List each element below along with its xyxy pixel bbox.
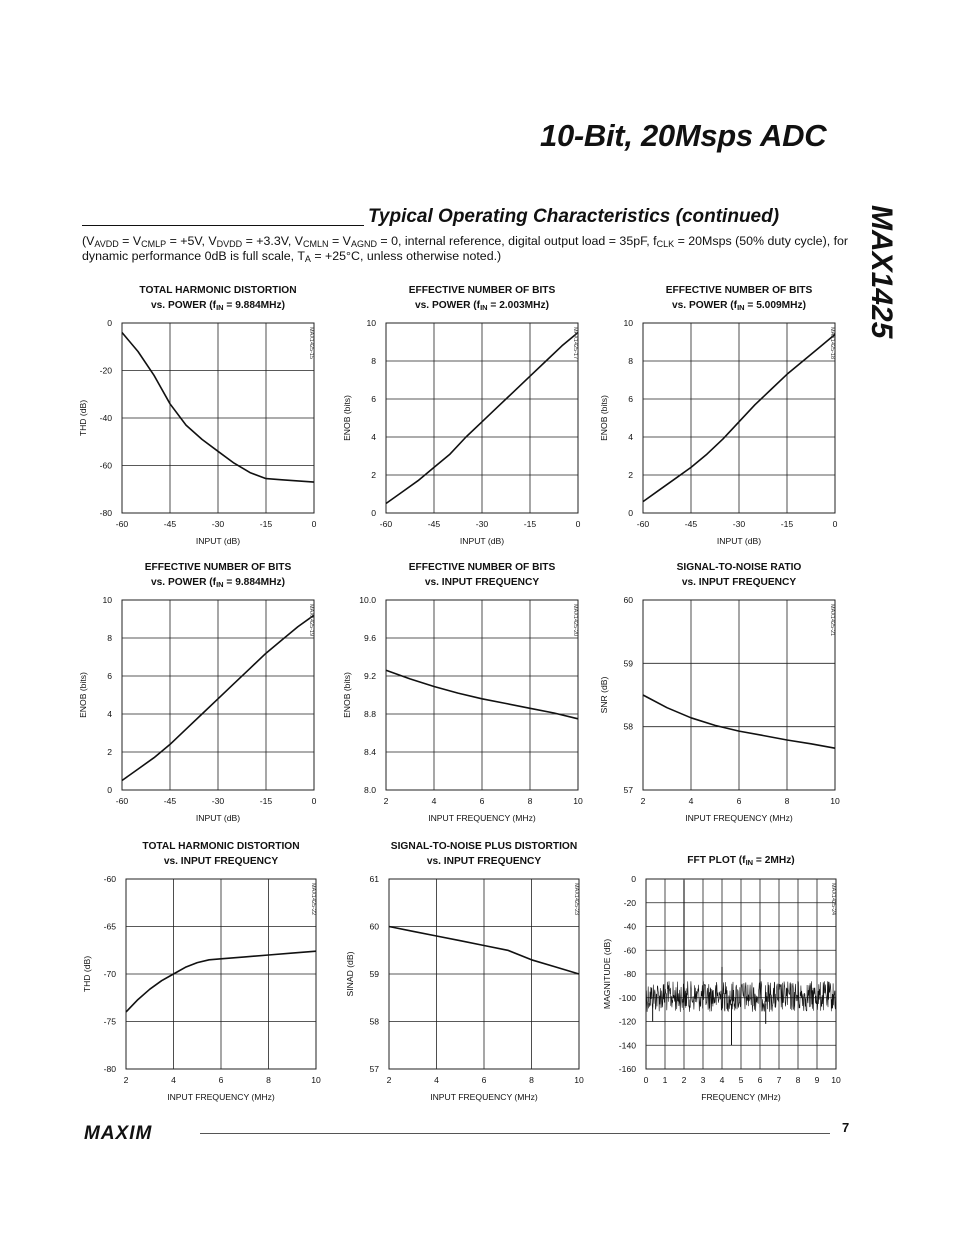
figure-code: MAX1425-22 [310, 883, 316, 916]
y-tick-label: -75 [103, 1016, 116, 1027]
page-number: 7 [842, 1120, 850, 1135]
y-tick-label: 6 [371, 394, 376, 404]
figure-code: MAX1425-24 [830, 883, 836, 916]
y-tick-label: 4 [107, 709, 112, 719]
y-tick-label: -20 [99, 365, 112, 376]
chart-title-subscript: IN [737, 303, 745, 312]
x-tick-label: 0 [643, 1075, 649, 1085]
figure-code: MAX1425-21 [829, 604, 835, 637]
x-tick-label: 10 [830, 796, 840, 806]
x-tick-label: -15 [523, 519, 537, 529]
chart-title-subscript: IN [216, 303, 224, 312]
x-axis-label: FREQUENCY (MHz) [701, 1092, 781, 1102]
y-tick-label: 4 [628, 432, 633, 442]
x-tick-label: 2 [386, 1075, 392, 1085]
x-tick-label: 3 [700, 1075, 706, 1085]
figure-code: MAX1425-15 [308, 327, 314, 360]
y-tick-label: 8.0 [364, 785, 376, 795]
x-tick-label: 4 [434, 1075, 439, 1085]
y-tick-label: 8 [107, 633, 112, 643]
chart-title-line: vs. POWER (f [150, 300, 217, 311]
x-tick-label: 4 [431, 796, 437, 806]
cond-text: = +5V, V [166, 234, 217, 248]
chart-title-subscript: IN [216, 580, 224, 589]
y-tick-label: 57 [623, 785, 633, 795]
x-tick-label: 8 [795, 1075, 801, 1085]
x-tick-label: 0 [832, 519, 838, 529]
chart-title-line: SIGNAL-TO-NOISE PLUS DISTORTION [390, 841, 578, 852]
y-tick-label: 2 [371, 470, 376, 480]
y-tick-label: 58 [623, 721, 633, 732]
x-axis-label: INPUT (dB) [195, 536, 241, 546]
y-tick-label: 4 [371, 432, 376, 442]
cond-sub: DVDD [216, 239, 243, 249]
x-tick-label: 6 [481, 1075, 487, 1085]
chart-6 [643, 600, 835, 790]
y-tick-label: -65 [103, 921, 116, 932]
cond-text: (V [82, 234, 95, 248]
x-axis-label: INPUT FREQUENCY (MHz) [430, 1092, 538, 1102]
chart-title-tail: = 2.003MHz) [487, 300, 550, 311]
y-tick-label: -40 [99, 413, 112, 423]
x-tick-label: -30 [211, 796, 225, 806]
x-tick-label: -60 [115, 519, 129, 529]
x-tick-label: -30 [475, 519, 489, 529]
x-tick-label: -45 [163, 796, 177, 806]
figure-code: MAX1425-23 [573, 883, 579, 916]
chart-title-tail: = 5.009MHz) [744, 300, 807, 311]
y-tick-label: 61 [369, 874, 379, 884]
chart-title-line: TOTAL HARMONIC DISTORTION [142, 841, 300, 852]
x-tick-label: 1 [662, 1075, 668, 1085]
chart-title-line: EFFECTIVE NUMBER OF BITS [665, 285, 813, 296]
x-tick-label: -15 [780, 519, 794, 529]
cond-sub: CMLN [303, 239, 329, 249]
y-tick-label: 6 [107, 671, 112, 681]
x-tick-label: 2 [383, 796, 389, 806]
chart-title-subscript: IN [745, 858, 754, 867]
x-tick-label: 8 [527, 796, 533, 806]
y-tick-label: -80 [99, 508, 112, 518]
y-tick-label: 57 [369, 1064, 379, 1074]
y-tick-label: 9.6 [364, 633, 376, 643]
x-tick-label: 10 [831, 1075, 841, 1085]
x-tick-label: -45 [163, 519, 177, 529]
x-tick-label: 2 [123, 1075, 129, 1085]
y-tick-label: 8.4 [364, 747, 376, 757]
x-tick-label: 10 [311, 1075, 321, 1085]
chart-title-line: EFFECTIVE NUMBER OF BITS [408, 285, 556, 296]
chart-title-line: TOTAL HARMONIC DISTORTION [139, 285, 297, 296]
cond-text: = 0, internal reference, digital output load = 35pF, f [376, 234, 657, 248]
y-tick-label: 58 [369, 1016, 379, 1027]
cond-sub: A [304, 254, 311, 264]
y-axis-label: ENOB (bits) [342, 395, 352, 441]
x-tick-label: 8 [784, 796, 790, 806]
section-title: Typical Operating Characteristics (continued) [368, 206, 780, 227]
y-tick-label: 60 [369, 921, 379, 932]
x-axis-label: INPUT FREQUENCY (MHz) [428, 813, 536, 823]
x-tick-label: 6 [218, 1075, 224, 1085]
y-tick-label: 8.8 [364, 709, 376, 719]
y-tick-label: -100 [618, 992, 636, 1003]
x-tick-label: -15 [259, 519, 273, 529]
x-tick-label: 6 [757, 1075, 763, 1085]
cond-text: = 20Msps (50% duty cycle), for dynamic performance 0dB is full scale, T [82, 234, 849, 263]
x-tick-label: 2 [681, 1075, 687, 1085]
x-tick-label: 0 [575, 519, 581, 529]
y-tick-label: -80 [103, 1064, 116, 1074]
document-title: 10-Bit, 20Msps ADC [540, 118, 827, 153]
x-tick-label: 6 [479, 796, 485, 806]
y-axis-label: THD (dB) [78, 399, 88, 437]
chart-5 [386, 600, 578, 790]
x-axis-label: INPUT (dB) [459, 536, 505, 546]
y-tick-label: -60 [623, 945, 636, 956]
chart-title-tail: = 9.884MHz) [223, 577, 286, 588]
x-tick-label: 10 [574, 1075, 584, 1085]
x-tick-label: -45 [427, 519, 441, 529]
y-tick-label: 10 [366, 318, 376, 328]
x-tick-label: 4 [171, 1075, 176, 1085]
x-tick-label: 9 [814, 1075, 820, 1085]
x-tick-label: 5 [738, 1075, 744, 1085]
chart-9 [646, 879, 836, 1069]
y-tick-label: -20 [623, 897, 636, 908]
chart-title-tail: = 9.884MHz) [223, 300, 286, 311]
figure-code: MAX1425-17 [572, 327, 578, 360]
x-tick-label: 0 [311, 796, 317, 806]
chart-title-line: EFFECTIVE NUMBER OF BITS [408, 562, 556, 573]
x-axis-label: INPUT (dB) [716, 536, 762, 546]
y-tick-label: 2 [107, 747, 112, 757]
chart-title-line: EFFECTIVE NUMBER OF BITS [144, 562, 292, 573]
x-tick-label: 8 [266, 1075, 271, 1085]
chart-title-line: vs. POWER (f [150, 577, 217, 588]
figure-code: MAX1425-18 [829, 327, 835, 360]
y-tick-label: -120 [618, 1016, 636, 1027]
x-tick-label: 6 [736, 796, 742, 806]
y-axis-label: THD (dB) [82, 955, 92, 993]
y-tick-label: 0 [628, 508, 633, 518]
chart-3 [643, 323, 835, 513]
y-tick-label: 10 [102, 595, 112, 605]
y-tick-label: -70 [103, 969, 116, 979]
y-tick-label: 59 [369, 969, 379, 979]
y-tick-label: 0 [371, 508, 376, 518]
y-tick-label: 8 [628, 356, 633, 366]
x-tick-label: 0 [311, 519, 317, 529]
y-axis-label: SNR (dB) [599, 676, 609, 714]
chart-title-line: vs. INPUT FREQUENCY [681, 577, 797, 588]
x-axis-label: INPUT FREQUENCY (MHz) [685, 813, 793, 823]
x-tick-label: -60 [379, 519, 393, 529]
y-tick-label: -160 [618, 1064, 636, 1074]
chart-title-line: vs. POWER (f [671, 300, 738, 311]
cond-text: = +3.3V, V [242, 234, 304, 248]
chart-4 [122, 600, 314, 790]
side-part-number: MAX1425 [865, 205, 898, 339]
x-tick-label: -60 [636, 519, 650, 529]
y-tick-label: -80 [623, 969, 636, 979]
cond-sub: AVDD [94, 239, 119, 249]
x-tick-label: 8 [529, 1075, 534, 1085]
y-tick-label: 60 [623, 595, 633, 605]
x-tick-label: -45 [684, 519, 698, 529]
figure-code: MAX1425-19 [308, 604, 314, 637]
y-axis-label: ENOB (bits) [342, 672, 352, 718]
chart-2 [386, 323, 578, 513]
chart-1 [122, 323, 314, 513]
y-tick-label: 0 [107, 318, 112, 328]
chart-title-tail: = 2MHz) [753, 855, 795, 866]
y-tick-label: 10.0 [359, 595, 376, 605]
y-tick-label: -60 [103, 874, 116, 884]
cond-sub: CLK [656, 239, 675, 249]
x-tick-label: -30 [732, 519, 746, 529]
maxim-logo: MAXIM [84, 1123, 153, 1144]
y-tick-label: 0 [107, 785, 112, 795]
y-axis-label: ENOB (bits) [599, 395, 609, 441]
x-tick-label: -15 [259, 796, 273, 806]
x-axis-label: INPUT (dB) [195, 813, 241, 823]
y-axis-label: ENOB (bits) [78, 672, 88, 718]
y-tick-label: -60 [99, 460, 112, 471]
y-tick-label: 2 [628, 470, 633, 480]
y-tick-label: 8 [371, 356, 376, 366]
x-tick-label: 10 [573, 796, 583, 806]
y-tick-label: 9.2 [364, 671, 376, 681]
y-axis-label: SINAD (dB) [345, 951, 355, 997]
y-tick-label: -40 [623, 921, 636, 932]
cond-sub: CMLP [141, 239, 167, 249]
x-tick-label: 7 [776, 1075, 782, 1085]
chart-title-line: FFT PLOT (f [687, 855, 746, 866]
y-tick-label: 59 [623, 658, 633, 669]
x-tick-label: 2 [640, 796, 646, 806]
footer-rule [200, 1133, 830, 1134]
y-tick-label: -140 [618, 1040, 636, 1051]
figure-code: MAX1425-20 [572, 604, 578, 637]
y-tick-label: 10 [623, 318, 633, 328]
chart-title-line: vs. INPUT FREQUENCY [163, 856, 279, 867]
x-tick-label: 4 [719, 1075, 725, 1085]
cond-text: = V [118, 234, 142, 248]
cond-text: = +25°C, unless otherwise noted.) [310, 249, 502, 263]
cond-text: = V [328, 234, 351, 248]
chart-title-line: vs. INPUT FREQUENCY [426, 856, 542, 867]
chart-title-line: vs. POWER (f [414, 300, 481, 311]
y-tick-label: 0 [631, 874, 636, 884]
x-tick-label: 4 [688, 796, 694, 806]
chart-8 [389, 879, 579, 1069]
chart-title-line: vs. INPUT FREQUENCY [424, 577, 540, 588]
chart-title-line: SIGNAL-TO-NOISE RATIO [676, 562, 802, 573]
chart-title-subscript: IN [480, 303, 488, 312]
chart-7 [126, 879, 316, 1069]
x-tick-label: -30 [211, 519, 225, 529]
y-axis-label: MAGNITUDE (dB) [602, 938, 612, 1010]
cond-sub: AGND [350, 239, 377, 249]
x-axis-label: INPUT FREQUENCY (MHz) [167, 1092, 275, 1102]
x-tick-label: -60 [115, 796, 129, 806]
y-tick-label: 6 [628, 394, 633, 404]
